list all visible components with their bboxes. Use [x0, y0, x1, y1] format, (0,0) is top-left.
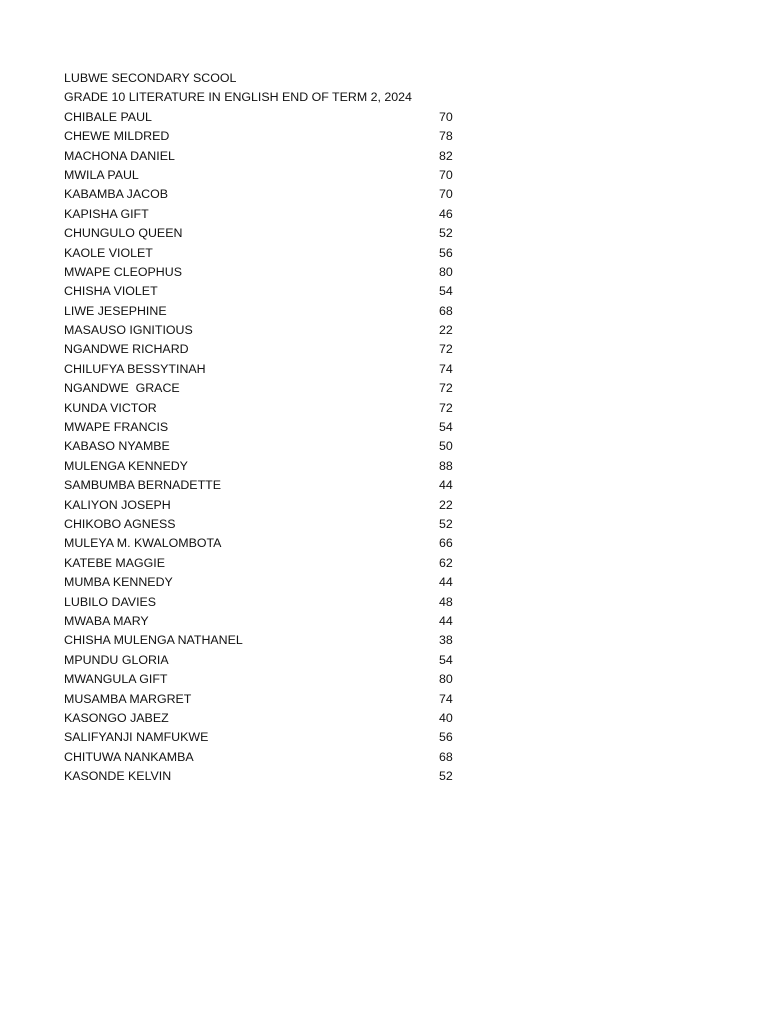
student-score: 56: [439, 730, 453, 745]
student-row: [64, 340, 484, 359]
student-score: 52: [439, 769, 453, 784]
student-score: 38: [439, 633, 453, 648]
results-sheet: [64, 69, 484, 786]
student-score: 70: [439, 167, 453, 182]
student-list: [64, 108, 484, 787]
student-name: CHILUFYA BESSYTINAH: [64, 361, 206, 376]
student-row: [64, 360, 484, 379]
student-score: 70: [439, 109, 453, 124]
sheet-subtitle: GRADE 10 LITERATURE IN ENGLISH END OF TERM 2, 2024: [64, 90, 412, 105]
student-score: 62: [439, 555, 453, 570]
student-name: KAOLE VIOLET: [64, 245, 153, 260]
student-name: CHISHA VIOLET: [64, 284, 158, 299]
student-row: [64, 263, 484, 282]
student-name: KABAMBA JACOB: [64, 187, 168, 202]
student-name: CHISHA MULENGA NATHANEL: [64, 633, 243, 648]
student-score: 68: [439, 303, 453, 318]
student-score: 52: [439, 516, 453, 531]
student-row: [64, 302, 484, 321]
school-name: LUBWE SECONDARY SCOOL: [64, 71, 237, 85]
student-row: [64, 127, 484, 146]
student-score: 80: [439, 672, 453, 687]
student-name: CHEWE MILDRED: [64, 129, 170, 144]
student-row: [64, 166, 484, 185]
student-name: KATEBE MAGGIE: [64, 555, 165, 570]
student-name: MASAUSO IGNITIOUS: [64, 323, 193, 338]
student-name: LIWE JESEPHINE: [64, 303, 167, 318]
student-score: 54: [439, 652, 453, 667]
student-row: [64, 185, 484, 204]
student-name: CHITUWA NANKAMBA: [64, 749, 194, 764]
student-row: [64, 457, 484, 476]
student-row: [64, 321, 484, 340]
student-row: [64, 728, 484, 747]
student-row: [64, 244, 484, 263]
student-row: [64, 748, 484, 767]
student-score: 52: [439, 226, 453, 241]
student-name: MPUNDU GLORIA: [64, 652, 169, 667]
student-name: SAMBUMBA BERNADETTE: [64, 478, 221, 493]
student-name: KASONDE KELVIN: [64, 769, 172, 784]
student-score: 72: [439, 342, 453, 357]
student-row: [64, 496, 484, 515]
student-row: [64, 709, 484, 728]
student-name: MWILA PAUL: [64, 167, 139, 182]
student-row: [64, 224, 484, 243]
student-name: KUNDA VICTOR: [64, 400, 157, 415]
student-row: [64, 631, 484, 650]
student-score: 56: [439, 245, 453, 260]
student-name: KASONGO JABEZ: [64, 710, 169, 725]
student-row: [64, 593, 484, 612]
student-score: 40: [439, 710, 453, 725]
student-score: 78: [439, 129, 453, 144]
student-name: MUMBA KENNEDY: [64, 575, 173, 590]
student-row: [64, 108, 484, 127]
student-row: [64, 476, 484, 495]
student-score: 66: [439, 536, 453, 551]
student-row: [64, 437, 484, 456]
student-row: [64, 690, 484, 709]
student-row: [64, 767, 484, 786]
student-row: [64, 147, 484, 166]
student-name: MWANGULA GIFT: [64, 672, 168, 687]
student-name: MULEYA M. KWALOMBOTA: [64, 536, 222, 551]
student-name: MWAPE CLEOPHUS: [64, 264, 182, 279]
student-score: 88: [439, 458, 453, 473]
student-name: SALIFYANJI NAMFUKWE: [64, 730, 209, 745]
student-score: 46: [439, 206, 453, 221]
student-score: 70: [439, 187, 453, 202]
student-name: LUBILO DAVIES: [64, 594, 157, 609]
student-score: 68: [439, 749, 453, 764]
student-name: MUSAMBA MARGRET: [64, 691, 192, 706]
student-score: 54: [439, 420, 453, 435]
student-row: [64, 612, 484, 631]
student-score: 44: [439, 575, 453, 590]
student-score: 44: [439, 478, 453, 493]
student-score: 80: [439, 264, 453, 279]
student-score: 72: [439, 400, 453, 415]
student-row: [64, 418, 484, 437]
student-score: 50: [439, 439, 453, 454]
student-name: MWAPE FRANCIS: [64, 420, 169, 435]
student-score: 82: [439, 148, 453, 163]
student-row: [64, 554, 484, 573]
student-name: KALIYON JOSEPH: [64, 497, 171, 512]
student-name: CHIKOBO AGNESS: [64, 516, 176, 531]
student-name: NGANDWE RICHARD: [64, 342, 189, 357]
student-name: MULENGA KENNEDY: [64, 458, 188, 473]
student-score: 22: [439, 497, 453, 512]
student-name: MACHONA DANIEL: [64, 148, 175, 163]
student-name: KAPISHA GIFT: [64, 206, 149, 221]
student-name: NGANDWE GRACE: [64, 381, 180, 396]
student-score: 72: [439, 381, 453, 396]
student-row: [64, 651, 484, 670]
student-score: 74: [439, 691, 453, 706]
student-row: [64, 205, 484, 224]
student-score: 22: [439, 323, 453, 338]
student-row: [64, 399, 484, 418]
student-name: CHUNGULO QUEEN: [64, 226, 183, 241]
student-name: KABASO NYAMBE: [64, 439, 170, 454]
student-score: 54: [439, 284, 453, 299]
student-row: [64, 379, 484, 398]
student-row: [64, 515, 484, 534]
student-row: [64, 573, 484, 592]
student-row: [64, 670, 484, 689]
student-name: MWABA MARY: [64, 613, 149, 628]
student-name: CHIBALE PAUL: [64, 109, 152, 124]
student-score: 44: [439, 613, 453, 628]
student-row: [64, 534, 484, 553]
student-score: 48: [439, 594, 453, 609]
student-score: 74: [439, 361, 453, 376]
student-row: [64, 282, 484, 301]
